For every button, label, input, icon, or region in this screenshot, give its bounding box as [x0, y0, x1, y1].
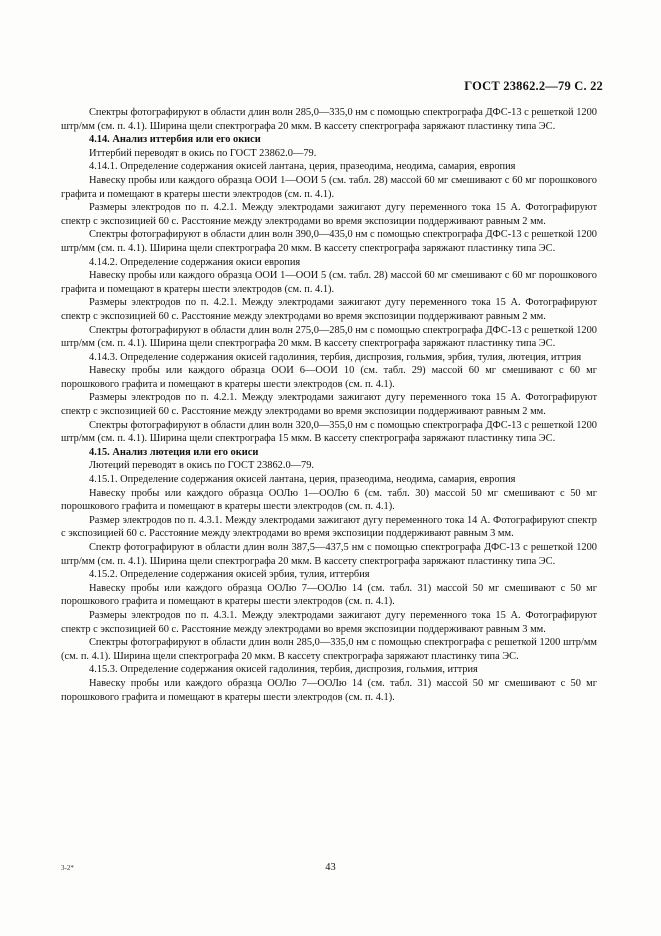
- page-number: 43: [325, 862, 336, 873]
- paragraph: Размеры электродов по п. 4.3.1. Между электродами зажигают дугу переменного тока 15 А. Фотографируют спектр с экспозицией 60 с. Расстояние между электродами во время экспозиции поддерживают равным 3 мм.: [61, 609, 597, 635]
- paragraph: Размеры электродов по п. 4.2.1. Между электродами зажигают дугу переменного тока 15 А. Фотографируют спектр с экспозицией 60 с. Расстояние между электродами во время экспозиции поддерживают равным 2 мм.: [61, 297, 597, 322]
- paragraph: Спектры фотографируют в области длин волн 320,0—355,0 нм с помощью спектрографа ДФС-13 с решеткой 1200 штр/мм (см. п. 4.1). Ширина щели спектрографа 15 мкм. В кассету спектрографа заряжают пластинку типа ЭС.: [61, 419, 597, 445]
- paragraph: Навеску пробы или каждого образца ООИ 6—ООИ 10 (см. табл. 29) массой 60 мг смешивают с 60 мг порошкового графита и помещают в кратеры шести электродов (см. п. 4.1).: [61, 365, 597, 390]
- paragraph: 4.15.3. Определение содержания окисей гадолиния, тербия, диспрозия, гольмия, иттрия: [89, 664, 478, 676]
- page-header: ГОСТ 23862.2—79 С. 22: [464, 79, 603, 93]
- paragraph: Навеску пробы или каждого образца ООИ 1—ООИ 5 (см. табл. 28) массой 60 мг смешивают с 60 мг порошкового графита и помещают в кратеры шести электродов (см. п. 4.1).: [61, 270, 597, 295]
- paragraph: Навеску пробы или каждого образца ООЛю 7—ООЛю 14 (см. табл. 31) массой 50 мг смешивают с 50 мг порошкового графита и помещают в кратеры шести электродов (см. п. 4.1).: [61, 677, 597, 703]
- paragraph: Навеску пробы или каждого образца ООИ 1—ООИ 5 (см. табл. 28) массой 60 мг смешивают с 60 мг порошкового графита и помещают в кратеры шести электродов (см. п. 4.1).: [61, 174, 597, 200]
- paragraph: Спектры фотографируют в области длин волн 275,0—285,0 нм с помощью спектрографа ДФС-13 с решеткой 1200 штр/мм (см. п. 4.1). Ширина щели спектрографа 20 мкм. В кассету спектрографа заряжают пластинку типа ЭС.: [61, 324, 597, 350]
- paragraph: 4.14.2. Определение содержания окиси европия: [89, 256, 301, 268]
- paragraph: Спектр фотографируют в области длин волн 387,5—437,5 нм с помощью спектрографа ДФС-13 с решеткой 1200 штр/мм (см. п. 4.1). Ширина щели спектрографа 20 мкм. В кассету спектрографа заряжают пластинку типа ЭС.: [61, 542, 597, 567]
- paragraph: Спектры фотографируют в области длин волн 285,0—335,0 нм с помощью спектрографа с решеткой 1200 штр/мм (см. п. 4.1). Ширина щели спектрографа 20 мкм. В кассету спектрографа заряжают пластинку типа ЭС.: [61, 637, 597, 662]
- paragraph: Размеры электродов по п. 4.2.1. Между электродами зажигают дугу переменного тока 15 А. Фотографируют спектр с экспозицией 60 с. Расстояние между электродами во время экспозиции поддерживают равным 2 мм.: [61, 392, 597, 418]
- print-signature: 3-2*: [61, 864, 74, 872]
- document-body: [61, 106, 597, 704]
- paragraph: Размеры электродов по п. 4.2.1. Между электродами зажигают дугу переменного тока 15 А. Фотографируют спектр с экспозицией 60 с. Расстояние между электродами во время экспозиции поддерживают равным 2 мм.: [61, 202, 597, 227]
- paragraph: Иттербий переводят в окись по ГОСТ 23862.0—79.: [89, 147, 317, 159]
- paragraph: Лютеций переводят в окись по ГОСТ 23862.0—79.: [89, 460, 315, 472]
- paragraph: 4.15.1. Определение содержания окисей лантана, церия, празеодима, неодима, самария, европия: [89, 474, 516, 486]
- paragraph: 4.15.2. Определение содержания окисей эрбия, тулия, иттербия: [89, 569, 370, 581]
- section-heading: 4.14. Анализ иттербия или его окиси: [89, 134, 261, 146]
- paragraph: Навеску пробы или каждого образца ООЛю 7—ООЛю 14 (см. табл. 31) массой 50 мг смешивают с 50 мг порошкового графита и помещают в кратеры шести электродов (см. п. 4.1).: [61, 582, 597, 608]
- section-heading: 4.15. Анализ лютеция или его окиси: [89, 446, 259, 458]
- paragraph: 4.14.1. Определение содержания окисей лантана, церия, празеодима, неодима, самария, европия: [89, 161, 516, 173]
- paragraph: Размер электродов по п. 4.3.1. Между электродами зажигают дугу переменного тока 14 А. Фотографируют спектр с экспозицией 60 с. Расстояние между электродами во время экспозиции поддерживают равным 3 мм.: [61, 514, 597, 540]
- paragraph: 4.14.3. Определение содержания окисей гадолиния, тербия, диспрозия, гольмия, эрбия, тулия, лютеция, иттрия: [89, 351, 582, 363]
- paragraph: Спектры фотографируют в области длин волн 285,0—335,0 нм с помощью спектрографа ДФС-13 с решеткой 1200 штр/мм (см. п. 4.1). Ширина щели спектрографа 20 мкм. В кассету спектрографа заряжают пластинку типа ЭС.: [61, 107, 597, 132]
- paragraph: Спектры фотографируют в области длин волн 390,0—435,0 нм с помощью спектрографа ДФС-13 с решеткой 1200 штр/мм (см. п. 4.1). Ширина щели спектрографа 20 мкм. В кассету спектрографа заряжают пластинку типа ЭС.: [61, 229, 597, 254]
- paragraph: Навеску пробы или каждого образца ООЛю 1—ООЛю 6 (см. табл. 30) массой 50 мг смешивают с 50 мг порошкового графита и помещают в кратеры шести электродов (см. п. 4.1).: [61, 487, 597, 513]
